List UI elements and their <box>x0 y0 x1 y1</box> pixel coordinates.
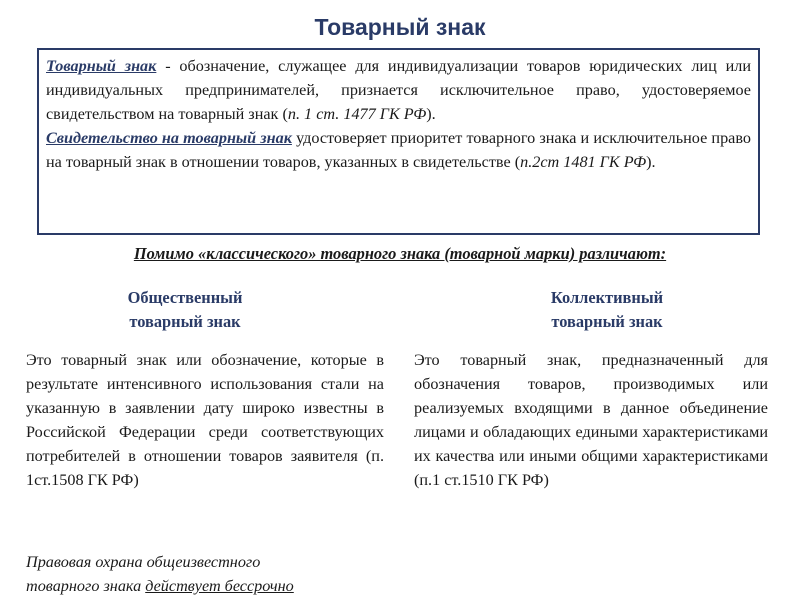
note-line2-underlined: действует бессрочно <box>145 577 294 595</box>
definition-trademark <box>46 54 751 126</box>
section-intro: Помимо «классического» товарного знака (товарной марки) различают: <box>133 244 667 263</box>
column-title-public <box>35 286 335 334</box>
legal-reference-1477: п. 1 ст. 1477 ГК РФ <box>287 105 427 123</box>
column-title-public-line1: Общественный <box>127 288 243 307</box>
definition-certificate-text: удостоверяет приоритет товарного знака и исключительное право на товарный знак в отношении товаров, указанных в свидетельстве ( <box>46 129 751 171</box>
definition-trademark-end: ). <box>426 105 436 123</box>
column-title-public-line2: товарный знак <box>129 312 241 331</box>
note-line2-start: товарного знака <box>26 577 146 595</box>
definition-certificate <box>46 126 751 174</box>
column-title-collective-line2: товарный знак <box>551 312 663 331</box>
note-line2 <box>26 574 406 598</box>
definition-certificate-end: ). <box>646 153 656 171</box>
column-title-collective-line1: Коллективный <box>550 288 664 307</box>
term-certificate: Свидетельство на товарный знак <box>46 129 292 147</box>
column-text-public: Это товарный знак или обозначение, которые в результате интенсивного использования стали на указанную в заявлении дату широко известны в Российской Федерации среди соответствующих потребителей в отношении товаров заявителя (п. 1ст.1508 ГК РФ) <box>26 351 384 489</box>
definition-box <box>37 48 760 235</box>
legal-reference-1481: п.2ст 1481 ГК РФ <box>520 153 647 171</box>
column-title-collective <box>457 286 757 334</box>
page-title: Товарный знак <box>314 14 486 40</box>
term-trademark: Товарный знак <box>46 57 157 75</box>
definition-trademark-text: - обозначение, служащее для индивидуализации товаров юридических лиц или индивидуальных предпринимателей, признается исключительное право, удостоверяемое свидетельством на товарный знак ( <box>46 57 751 123</box>
legal-protection-note <box>26 550 406 598</box>
column-text-collective: Это товарный знак, предназначенный для обозначения товаров, производимых или реализуемых входящими в данное объединение лицами и обладающих едиными характеристиками их качества или иными общими характеристиками (п.1 ст.1510 ГК РФ) <box>414 351 768 489</box>
note-line1: Правовая охрана общеизвестного <box>26 553 261 571</box>
